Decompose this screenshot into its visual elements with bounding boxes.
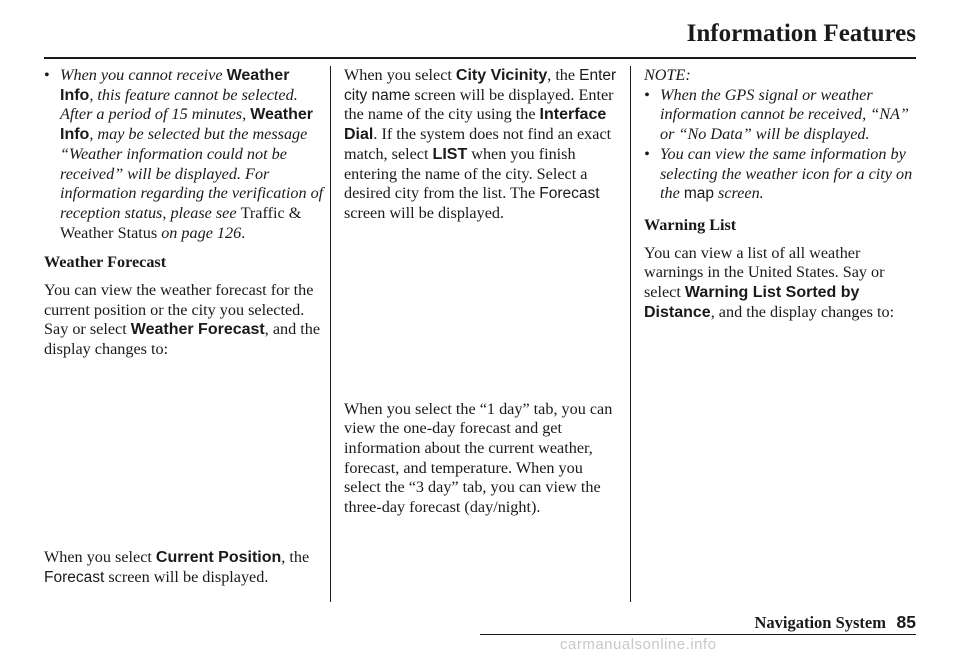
bullet-icon: • [644,144,650,163]
text: , and the display changes to: [44,320,321,359]
text: , the [281,547,310,566]
ui-term: Interface Dial [344,106,607,144]
text: screen. [713,184,764,203]
ui-term: Current Position [155,548,282,566]
text: . [241,223,246,242]
text: screen will be displayed. [344,203,505,222]
text: You can view the same information by selecting the weather icon for a city on the [660,144,913,203]
ui-term: LIST [432,145,468,163]
ui-term: Forecast [539,185,600,203]
text: You can view the weather forecast for the current position or the city you selected. Say or select [44,281,314,339]
text: when you finish entering the name of the city. Select a desired city from the list. The [344,144,588,203]
cross-reference: Traffic & Weather Status [60,203,302,242]
paragraph [44,548,324,587]
bullet-note [644,86,919,145]
page-reference: on page 126 [157,223,242,242]
column-right [644,66,919,322]
paragraph [44,281,324,360]
ui-term: Weather Info [60,67,290,104]
section-heading: Weather Forecast [44,253,167,272]
ui-term: Enter city name [344,67,617,104]
ui-term: map [683,185,714,203]
column-left [44,66,324,587]
ui-term: Forecast [44,568,105,586]
footer-label: Navigation System [754,613,886,632]
text: screen will be displayed. [104,567,269,586]
watermark: carmanualsonline.info [560,636,717,653]
ui-term: Warning List Sorted by Distance [644,284,860,321]
text: , this feature cannot be selected. After a period of 15 minutes, [60,85,298,124]
paragraph [644,244,919,323]
column-middle [344,66,619,518]
column-divider [330,66,331,602]
page-title: Information Features [686,20,916,47]
text: When you select [44,547,156,566]
text: When the GPS signal or weather information cannot be received, “NA” or “No Data” will be displayed. [660,85,909,144]
section-heading: Warning List [644,215,737,234]
bullet-icon: • [44,66,50,84]
text: When you select [344,66,456,84]
page-number: 85 [896,612,916,632]
text: , the [547,66,580,84]
text: screen will be displayed. Enter the name of the city using the [344,85,614,124]
header-rule [44,57,916,59]
text: When you cannot receive [60,66,227,84]
text: You can view a list of all weather warnings in the United States. Say or select [644,243,885,302]
paragraph [344,66,619,224]
column-divider [630,66,631,602]
bullet-note [44,66,324,243]
ui-term: Weather Forecast [130,321,265,339]
ui-term: City Vicinity [455,67,548,84]
text: . If the system does not find an exact match, select [344,125,612,163]
note-label: NOTE: [644,66,691,84]
text: , may be selected but the message “Weather information could not be received” will be displayed. For information regarding the verification of reception status, please see [60,125,324,222]
ui-term: Weather Info [60,106,314,144]
bullet-note [644,145,919,204]
footer-rule [480,634,916,635]
bullet-icon: • [644,85,650,104]
text: , and the display changes to: [710,302,895,321]
paragraph: When you select the “1 day” tab, you can view the one-day forecast and get information about the current weather, forecast, and temperature. When you select the “3 day” tab, you can view the three-day forecast (day/night). [344,399,613,517]
